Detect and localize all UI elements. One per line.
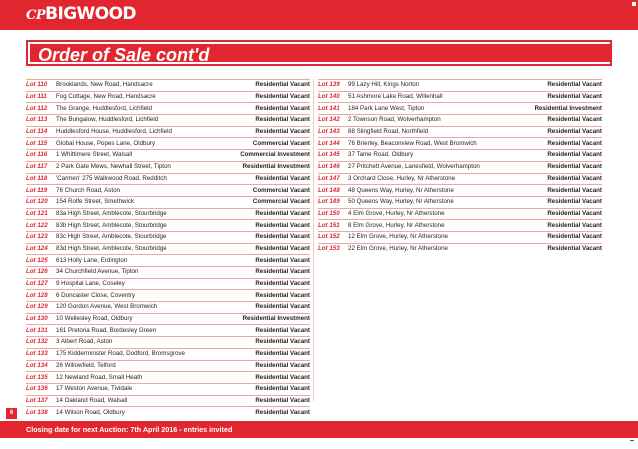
lot-row: [318, 91, 602, 103]
logo-main: BIGWOOD: [45, 4, 136, 24]
lot-status: Residential Vacant: [255, 233, 310, 241]
lot-address: Brooklands, New Road, Handsacre: [56, 81, 153, 89]
lot-number: Lot 133: [26, 350, 48, 358]
lot-address: 120 Gordon Avenue, West Bromwich: [56, 303, 158, 311]
lot-address: 22 Elm Grove, Hurley, Nr Atherstone: [348, 244, 448, 252]
lot-address: 4 Elm Grove, Hurley, Nr Atherstone: [348, 209, 445, 217]
lot-status: Residential Vacant: [255, 116, 310, 124]
lot-status: Residential Vacant: [547, 81, 602, 89]
lot-address: Fog Cottage, New Road, Handsacre: [56, 93, 156, 101]
lot-number: Lot 151: [318, 221, 340, 229]
lot-address: 83b High Street, Amblecote, Stourbridge: [56, 221, 167, 229]
lot-address: 26 Willowfield, Telford: [56, 361, 116, 369]
lot-status: Residential Vacant: [547, 174, 602, 182]
lot-row: [26, 219, 310, 231]
lot-row: [26, 184, 310, 196]
lot-number: Lot 113: [26, 116, 48, 124]
lot-address: Global House, Popes Lane, Oldbury: [56, 139, 156, 147]
lot-address: 14 Oakland Road, Walsall: [56, 396, 128, 404]
lot-address: 613 Holly Lane, Erdington: [56, 256, 128, 264]
lot-number: Lot 150: [318, 209, 340, 217]
lots-table-right: [318, 79, 602, 254]
lot-row: [26, 243, 310, 255]
lot-number: Lot 117: [26, 163, 48, 171]
lot-address: 12 Newland Road, Small Heath: [56, 373, 143, 381]
lot-number: Lot 129: [26, 303, 48, 311]
lot-status: Commercial Vacant: [252, 139, 310, 147]
lot-status: Residential Vacant: [547, 139, 602, 147]
lot-number: Lot 132: [26, 338, 48, 346]
lot-address: 3 Albert Road, Aston: [56, 338, 113, 346]
lot-row: [26, 289, 310, 301]
lot-number: Lot 120: [26, 198, 48, 206]
lot-address: 6 Doncaster Close, Coventry: [56, 291, 136, 299]
lot-row: [26, 208, 310, 220]
lot-number: Lot 153: [318, 244, 340, 252]
lot-number: Lot 143: [318, 128, 340, 136]
lot-row: [26, 231, 310, 243]
lot-row: [318, 173, 602, 185]
lot-address: 175 Kidderminster Road, Dodford, Bromsgrove: [56, 350, 185, 358]
lot-address: 161 Pretoria Road, Bordesley Green: [56, 326, 157, 334]
lot-row: [318, 196, 602, 208]
lot-number: Lot 110: [26, 81, 48, 89]
lots-table-left: [26, 79, 310, 418]
lot-row: [26, 91, 310, 103]
lot-row: [26, 348, 310, 360]
lot-row: [26, 278, 310, 290]
lot-number: Lot 121: [26, 209, 48, 217]
lot-row: [26, 324, 310, 336]
lot-row: [318, 102, 602, 114]
lot-status: Residential Vacant: [255, 350, 310, 358]
crop-mark: [632, 2, 636, 6]
lot-row: [26, 301, 310, 313]
lot-number: Lot 136: [26, 385, 48, 393]
lot-status: Residential Investment: [242, 163, 310, 171]
lot-number: Lot 142: [318, 116, 340, 124]
lot-row: [26, 173, 310, 185]
lot-address: 83a High Street, Amblecote, Stourbridge: [56, 209, 167, 217]
lot-status: Residential Vacant: [547, 116, 602, 124]
lot-row: [26, 336, 310, 348]
column-divider: [313, 79, 314, 401]
lot-number: Lot 137: [26, 396, 48, 404]
lot-row: [318, 208, 602, 220]
lot-row: [318, 79, 602, 91]
lot-status: Residential Vacant: [547, 151, 602, 159]
lot-status: Residential Vacant: [255, 256, 310, 264]
lot-address: 88 Slingfield Road, Northfield: [348, 128, 429, 136]
lot-row: [318, 219, 602, 231]
lot-status: Residential Vacant: [547, 233, 602, 241]
lot-status: Residential Vacant: [255, 361, 310, 369]
lot-number: Lot 114: [26, 128, 48, 136]
lot-address: 83c High Street, Amblecote, Stourbridge: [56, 233, 167, 241]
lot-row: [318, 137, 602, 149]
lot-row: [26, 395, 310, 407]
lot-number: Lot 140: [318, 93, 340, 101]
lot-row: [26, 79, 310, 91]
lot-address: 10 Wellesley Road, Oldbury: [56, 315, 133, 323]
lot-address: 34 Churchfield Avenue, Tipton: [56, 268, 139, 276]
lot-number: Lot 144: [318, 139, 340, 147]
lot-address: 17 Weston Avenue, Tividale: [56, 385, 133, 393]
lot-address: 9 Hospital Lane, Coseley: [56, 280, 125, 288]
lot-status: Residential Vacant: [255, 408, 310, 416]
lot-status: Residential Vacant: [255, 338, 310, 346]
lot-status: Commercial Vacant: [252, 186, 310, 194]
lot-row: [26, 161, 310, 173]
lot-address: 1 Whittimere Street, Walsall: [56, 151, 133, 159]
page-title: Order of Sale cont'd: [38, 45, 210, 65]
lot-row: [26, 102, 310, 114]
lot-status: Residential Vacant: [547, 128, 602, 136]
lot-row: [318, 243, 602, 255]
lot-number: Lot 111: [26, 93, 47, 101]
lot-number: Lot 116: [26, 151, 48, 159]
lot-status: Commercial Vacant: [252, 198, 310, 206]
lot-status: Residential Vacant: [547, 93, 602, 101]
lot-status: Residential Vacant: [255, 280, 310, 288]
title-box: [26, 40, 612, 66]
lot-status: Residential Vacant: [547, 244, 602, 252]
lot-number: Lot 128: [26, 291, 48, 299]
lot-row: [26, 371, 310, 383]
lot-number: Lot 145: [318, 151, 340, 159]
lot-row: [318, 184, 602, 196]
lot-row: [26, 313, 310, 325]
lot-address: 83d High Street, Amblecote, Stourbridge: [56, 244, 167, 252]
lot-status: Residential Vacant: [255, 209, 310, 217]
lot-address: 76 Church Road, Aston: [56, 186, 120, 194]
lot-number: Lot 122: [26, 221, 48, 229]
lot-row: [26, 383, 310, 395]
lot-status: Residential Vacant: [255, 81, 310, 89]
lot-number: Lot 135: [26, 373, 48, 381]
lot-address: 'Carmen' 275 Walkwood Road, Redditch: [56, 174, 167, 182]
crop-mark-bottom: [630, 440, 634, 441]
lot-address: 14 Wilson Road, Oldbury: [56, 408, 125, 416]
lot-address: 48 Queens Way, Hurley, Nr Atherstone: [348, 186, 454, 194]
lot-number: Lot 139: [318, 81, 340, 89]
logo-prefix: CP: [26, 8, 46, 23]
lot-number: Lot 124: [26, 244, 48, 252]
lot-address: Huddlesford House, Huddlesford, Lichfield: [56, 128, 172, 136]
lot-row: [26, 114, 310, 126]
lot-status: Residential Vacant: [547, 163, 602, 171]
lot-address: 154 Rolfe Street, Smethwick: [56, 198, 135, 206]
lot-address: 27 Pritchett Avenue, Lanesfield, Wolverhampton: [348, 163, 480, 171]
lot-address: 12 Elm Grove, Hurley, Nr Atherstone: [348, 233, 448, 241]
lot-status: Residential Vacant: [255, 104, 310, 112]
lot-row: [26, 406, 310, 418]
lot-row: [26, 360, 310, 372]
lot-status: Residential Investment: [534, 104, 602, 112]
lot-number: Lot 123: [26, 233, 48, 241]
lot-address: The Bungalow, Huddlesford, Lichfield: [56, 116, 159, 124]
lot-number: Lot 119: [26, 186, 48, 194]
lot-address: 99 Lazy Hill, Kings Norton: [348, 81, 420, 89]
lot-status: Residential Vacant: [255, 303, 310, 311]
lot-status: Residential Vacant: [255, 373, 310, 381]
page-number: 6: [6, 408, 17, 419]
lot-number: Lot 149: [318, 198, 340, 206]
lot-address: The Grange, Huddlesford, Lichfield: [56, 104, 152, 112]
lot-number: Lot 118: [26, 174, 48, 182]
lot-address: 3 Orchard Close, Hurley, Nr Atherstone: [348, 174, 456, 182]
lot-row: [26, 149, 310, 161]
header-bar: [0, 0, 638, 30]
lot-number: Lot 131: [26, 326, 48, 334]
lot-number: Lot 125: [26, 256, 48, 264]
lot-number: Lot 148: [318, 186, 340, 194]
lot-status: Residential Vacant: [547, 186, 602, 194]
lot-address: 2 Townson Road, Wolverhampton: [348, 116, 441, 124]
lot-row: [318, 114, 602, 126]
lot-number: Lot 146: [318, 163, 340, 171]
lot-number: Lot 147: [318, 174, 340, 182]
lot-status: Residential Vacant: [547, 221, 602, 229]
lot-status: Residential Vacant: [255, 174, 310, 182]
lot-number: Lot 127: [26, 280, 48, 288]
lot-row: [318, 231, 602, 243]
lot-status: Residential Vacant: [255, 326, 310, 334]
lot-address: 184 Park Lane West, Tipton: [348, 104, 425, 112]
lot-number: Lot 134: [26, 361, 48, 369]
lot-row: [26, 196, 310, 208]
footer-text: Closing date for next Auction: 7th April 2016 - entries invited: [26, 425, 233, 434]
lot-address: 8 Elm Grove, Hurley, Nr Atherstone: [348, 221, 445, 229]
lot-number: Lot 141: [318, 104, 340, 112]
lot-status: Residential Vacant: [255, 396, 310, 404]
lot-number: Lot 112: [26, 104, 48, 112]
lot-status: Residential Vacant: [255, 93, 310, 101]
lot-row: [318, 149, 602, 161]
title-bar: [30, 44, 610, 65]
lot-row: [26, 126, 310, 138]
lot-row: [26, 266, 310, 278]
lot-address: 76 Brierley, Beaconview Road, West Bromwich: [348, 139, 477, 147]
footer-bar: [0, 421, 638, 438]
lot-address: 50 Queens Way, Hurley, Nr Atherstone: [348, 198, 454, 206]
lot-status: Residential Vacant: [547, 198, 602, 206]
lot-status: Residential Vacant: [255, 385, 310, 393]
lot-number: Lot 130: [26, 315, 48, 323]
lot-status: Residential Vacant: [547, 209, 602, 217]
lot-row: [26, 254, 310, 266]
lot-status: Residential Vacant: [255, 244, 310, 252]
lot-address: 37 Tame Road, Oldbury: [348, 151, 414, 159]
lot-status: Residential Vacant: [255, 291, 310, 299]
lot-row: [318, 126, 602, 138]
lot-status: Residential Investment: [242, 315, 310, 323]
lot-status: Residential Vacant: [255, 268, 310, 276]
lot-address: 51 Ashmore Lake Road, Willenhall: [348, 93, 443, 101]
cp-bigwood-logo: [26, 4, 136, 26]
lot-number: Lot 152: [318, 233, 340, 241]
lot-number: Lot 115: [26, 139, 48, 147]
lot-status: Residential Vacant: [255, 128, 310, 136]
lot-status: Residential Vacant: [255, 221, 310, 229]
lot-address: 2 Park Gate Mews, Newhall Street, Tipton: [56, 163, 171, 171]
lot-status: Commercial Investment: [240, 151, 310, 159]
lot-row: [26, 137, 310, 149]
lot-number: Lot 126: [26, 268, 48, 276]
lot-row: [318, 161, 602, 173]
lot-number: Lot 138: [26, 408, 48, 416]
